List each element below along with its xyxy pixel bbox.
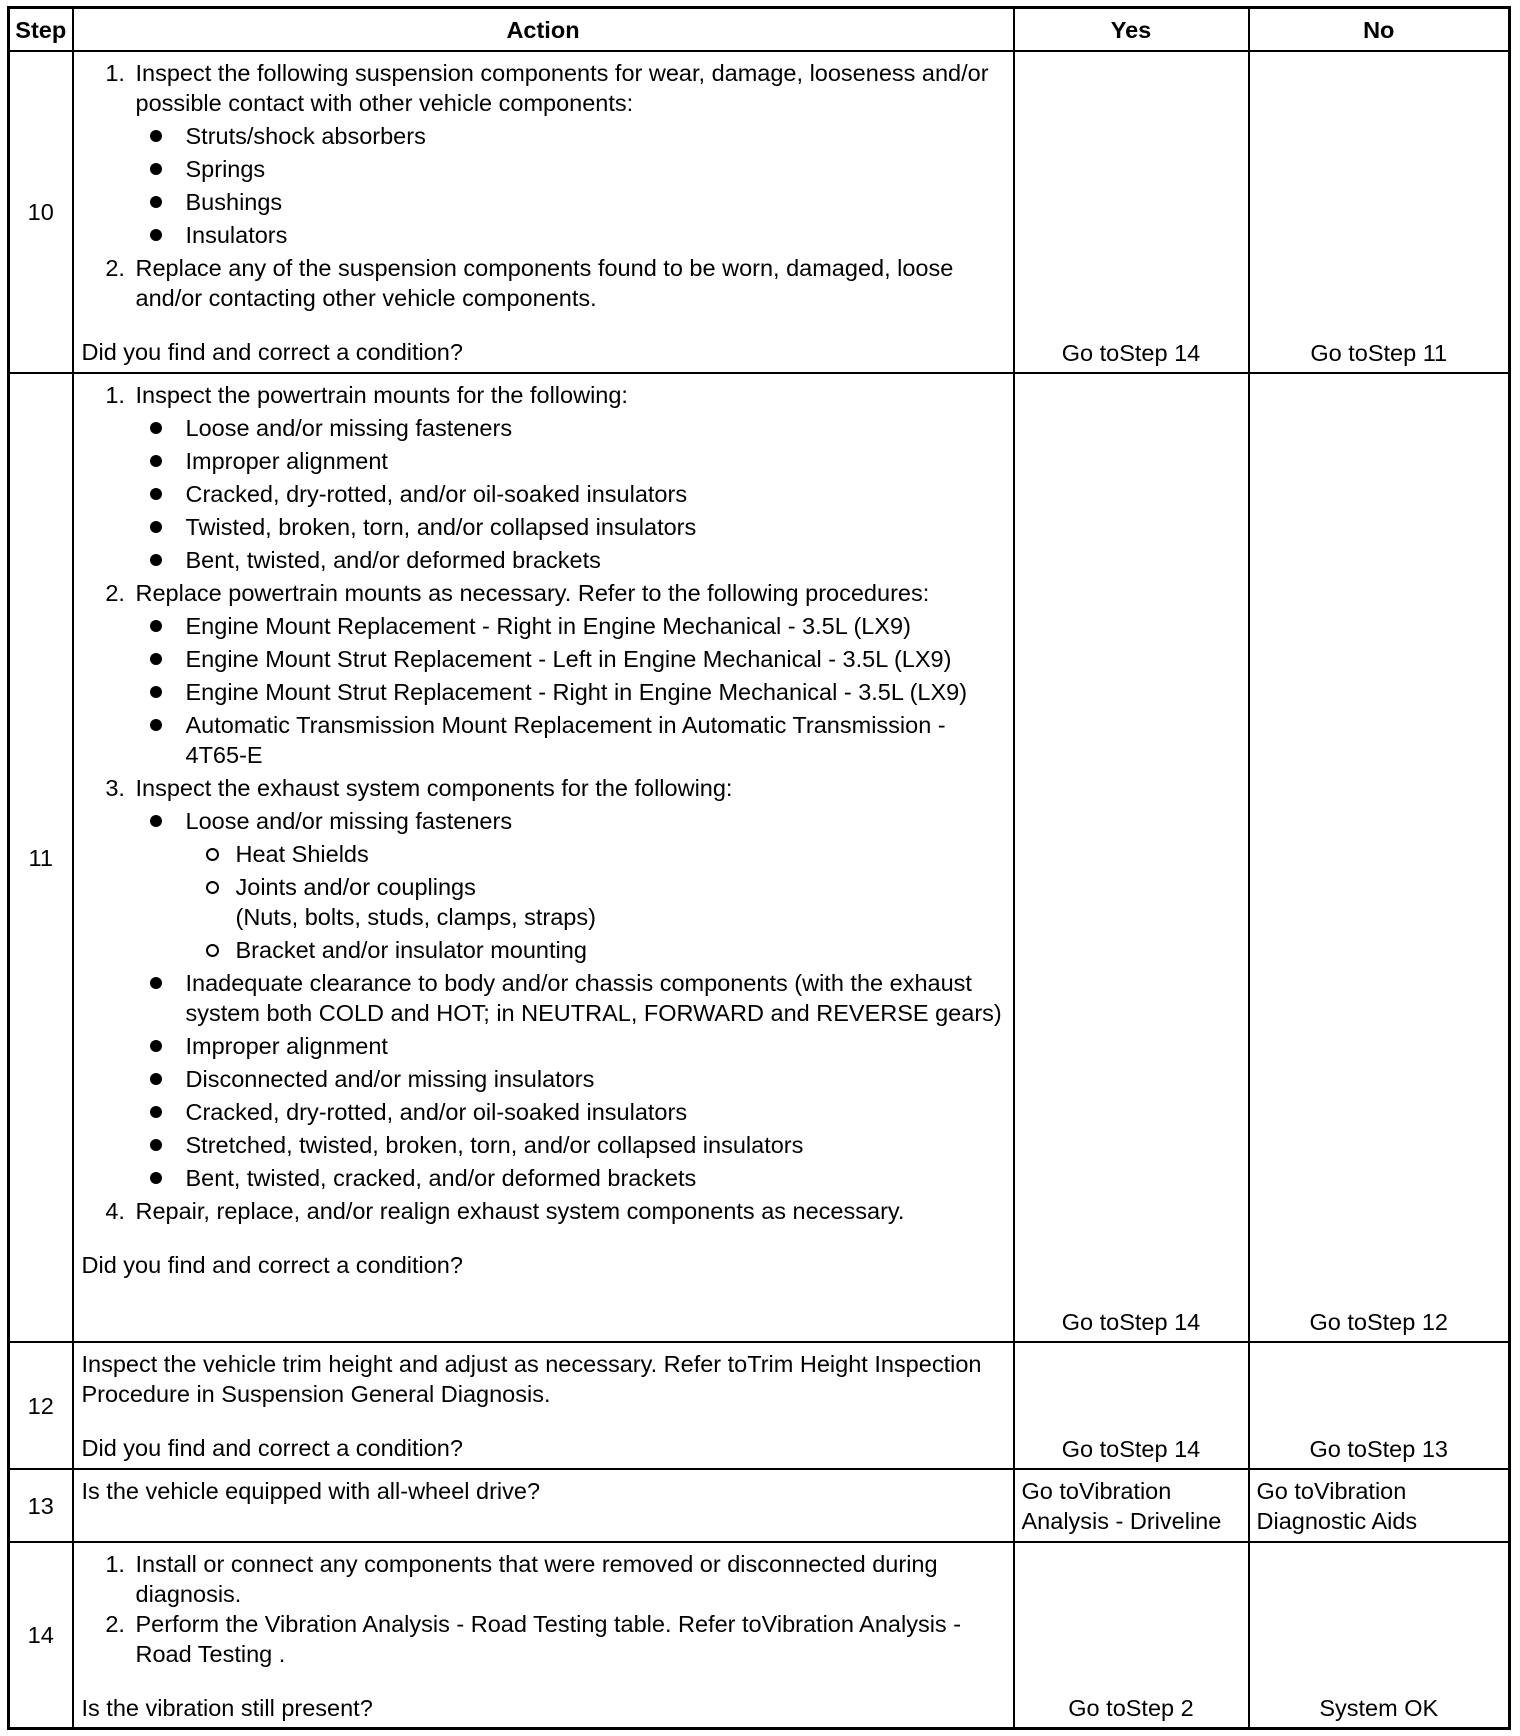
sub-bullet-item: Heat Shields <box>236 839 1005 869</box>
bullet-item: Engine Mount Replacement - Right in Engine Mechanical - 3.5L (LX9) <box>180 611 1005 641</box>
item-text: Inspect the powertrain mounts for the following: <box>135 382 628 408</box>
sub-bullet-note: (Nuts, bolts, studs, clamps, straps) <box>235 904 596 930</box>
list-item <box>132 58 1005 250</box>
bullet-item: Springs <box>180 154 1005 184</box>
no-cell: Go toStep 11 <box>1249 51 1510 373</box>
list-item <box>132 1196 1005 1226</box>
list-item: 1. Install or connect any components that were removed or disconnected during diagnosis. <box>132 1549 1005 1609</box>
question-text: Is the vibration still present? <box>81 1695 373 1721</box>
bullet-item: Automatic Transmission Mount Replacement in Automatic Transmission - 4T65-E <box>180 710 1005 770</box>
yes-cell: Go toStep 14 <box>1014 51 1249 373</box>
table-row <box>9 1469 1510 1542</box>
bullet-list <box>136 611 1005 770</box>
no-cell: Go toStep 12 <box>1249 373 1510 1342</box>
bullet-item: Stretched, twisted, broken, torn, and/or collapsed insulators <box>180 1130 1005 1160</box>
sub-bullet-item <box>236 872 1005 932</box>
action-text: Inspect the vehicle trim height and adjust as necessary. Refer toTrim Height Inspection Procedure in Suspension General Diagnosis. <box>81 1351 982 1407</box>
action-cell <box>73 1469 1014 1542</box>
list-item <box>132 380 1005 575</box>
bullet-item: Struts/shock absorbers <box>180 121 1005 151</box>
list-item: 2. Perform the Vibration Analysis - Road Testing table. Refer toVibration Analysis - Road Testing . <box>132 1609 1005 1669</box>
sub-bullet-item: Bracket and/or insulator mounting <box>236 935 1005 965</box>
bullet-item: Improper alignment <box>180 446 1005 476</box>
bullet-item: Inadequate clearance to body and/or chassis components (with the exhaust system both COLD and HOT; in NEUTRAL, FORWARD and REVERSE gears) <box>180 968 1005 1028</box>
bullet-item: Loose and/or missing fasteners <box>180 413 1005 443</box>
bullet-item: Bent, twisted, and/or deformed brackets <box>180 545 1005 575</box>
step-number: 14 <box>9 1542 73 1729</box>
bullet-item: Bushings <box>180 187 1005 217</box>
question-text: Did you find and correct a condition? <box>81 1435 463 1461</box>
table-row <box>9 51 1510 373</box>
bullet-item: Engine Mount Strut Replacement - Right in Engine Mechanical - 3.5L (LX9) <box>180 677 1005 707</box>
bullet-item: Twisted, broken, torn, and/or collapsed insulators <box>180 512 1005 542</box>
yes-cell: Go toStep 2 <box>1014 1542 1249 1729</box>
table-row <box>9 373 1510 1342</box>
step-number: 12 <box>9 1342 73 1469</box>
numbered-list <box>82 380 1005 1226</box>
bullet-text: Loose and/or missing fasteners <box>185 808 513 834</box>
bullet-item: Improper alignment <box>180 1031 1005 1061</box>
action-cell <box>73 373 1014 1342</box>
item-text: Replace powertrain mounts as necessary. Refer to the following procedures: <box>135 580 930 606</box>
question-text: Did you find and correct a condition? <box>81 1252 463 1278</box>
action-cell <box>73 51 1014 373</box>
numbered-list <box>82 58 1005 313</box>
step-number: 10 <box>9 51 73 373</box>
table-row <box>9 1542 1510 1729</box>
yes-cell: Go toStep 14 <box>1014 1342 1249 1469</box>
no-cell: Go toStep 13 <box>1249 1342 1510 1469</box>
diagnostic-table <box>7 6 1511 1730</box>
action-cell <box>73 1342 1014 1469</box>
item-text: Replace any of the suspension components found to be worn, damaged, loose and/or contacting other vehicle components. <box>135 255 954 311</box>
bullet-item: Engine Mount Strut Replacement - Left in Engine Mechanical - 3.5L (LX9) <box>180 644 1005 674</box>
item-text: Inspect the exhaust system components for the following: <box>135 775 733 801</box>
no-cell: Go toVibration Diagnostic Aids <box>1249 1469 1510 1542</box>
header-yes: Yes <box>1014 8 1249 52</box>
bullet-list <box>136 413 1005 575</box>
header-row <box>9 8 1510 52</box>
yes-cell: Go toStep 14 <box>1014 373 1249 1342</box>
header-step: Step <box>9 8 73 52</box>
table-row <box>9 1342 1510 1469</box>
yes-cell: Go toVibration Analysis - Driveline <box>1014 1469 1249 1542</box>
bullet-item: Cracked, dry-rotted, and/or oil-soaked insulators <box>180 1097 1005 1127</box>
bullet-list <box>136 121 1005 250</box>
numbered-list <box>82 1549 1005 1669</box>
step-number: 13 <box>9 1469 73 1542</box>
no-cell: System OK <box>1249 1542 1510 1729</box>
bullet-item: Disconnected and/or missing insulators <box>180 1064 1005 1094</box>
item-text: Inspect the following suspension components for wear, damage, looseness and/or possible contact with other vehicle components: <box>135 60 989 116</box>
sub-bullet-text: Joints and/or couplings <box>235 874 476 900</box>
bullet-item: Insulators <box>180 220 1005 250</box>
list-item <box>132 578 1005 770</box>
sub-bullet-list <box>186 839 1005 965</box>
list-item <box>132 773 1005 1193</box>
action-cell <box>73 1542 1014 1729</box>
question-text: Did you find and correct a condition? <box>81 339 463 365</box>
bullet-item: Cracked, dry-rotted, and/or oil-soaked insulators <box>180 479 1005 509</box>
bullet-item <box>180 806 1005 965</box>
bullet-list <box>136 806 1005 1193</box>
item-text: Repair, replace, and/or realign exhaust system components as necessary. <box>135 1198 905 1224</box>
header-no: No <box>1249 8 1510 52</box>
action-text: Is the vehicle equipped with all-wheel drive? <box>81 1478 541 1504</box>
bullet-item: Bent, twisted, cracked, and/or deformed brackets <box>180 1163 1005 1193</box>
list-item <box>132 253 1005 313</box>
step-number: 11 <box>9 373 73 1342</box>
header-action: Action <box>73 8 1014 52</box>
